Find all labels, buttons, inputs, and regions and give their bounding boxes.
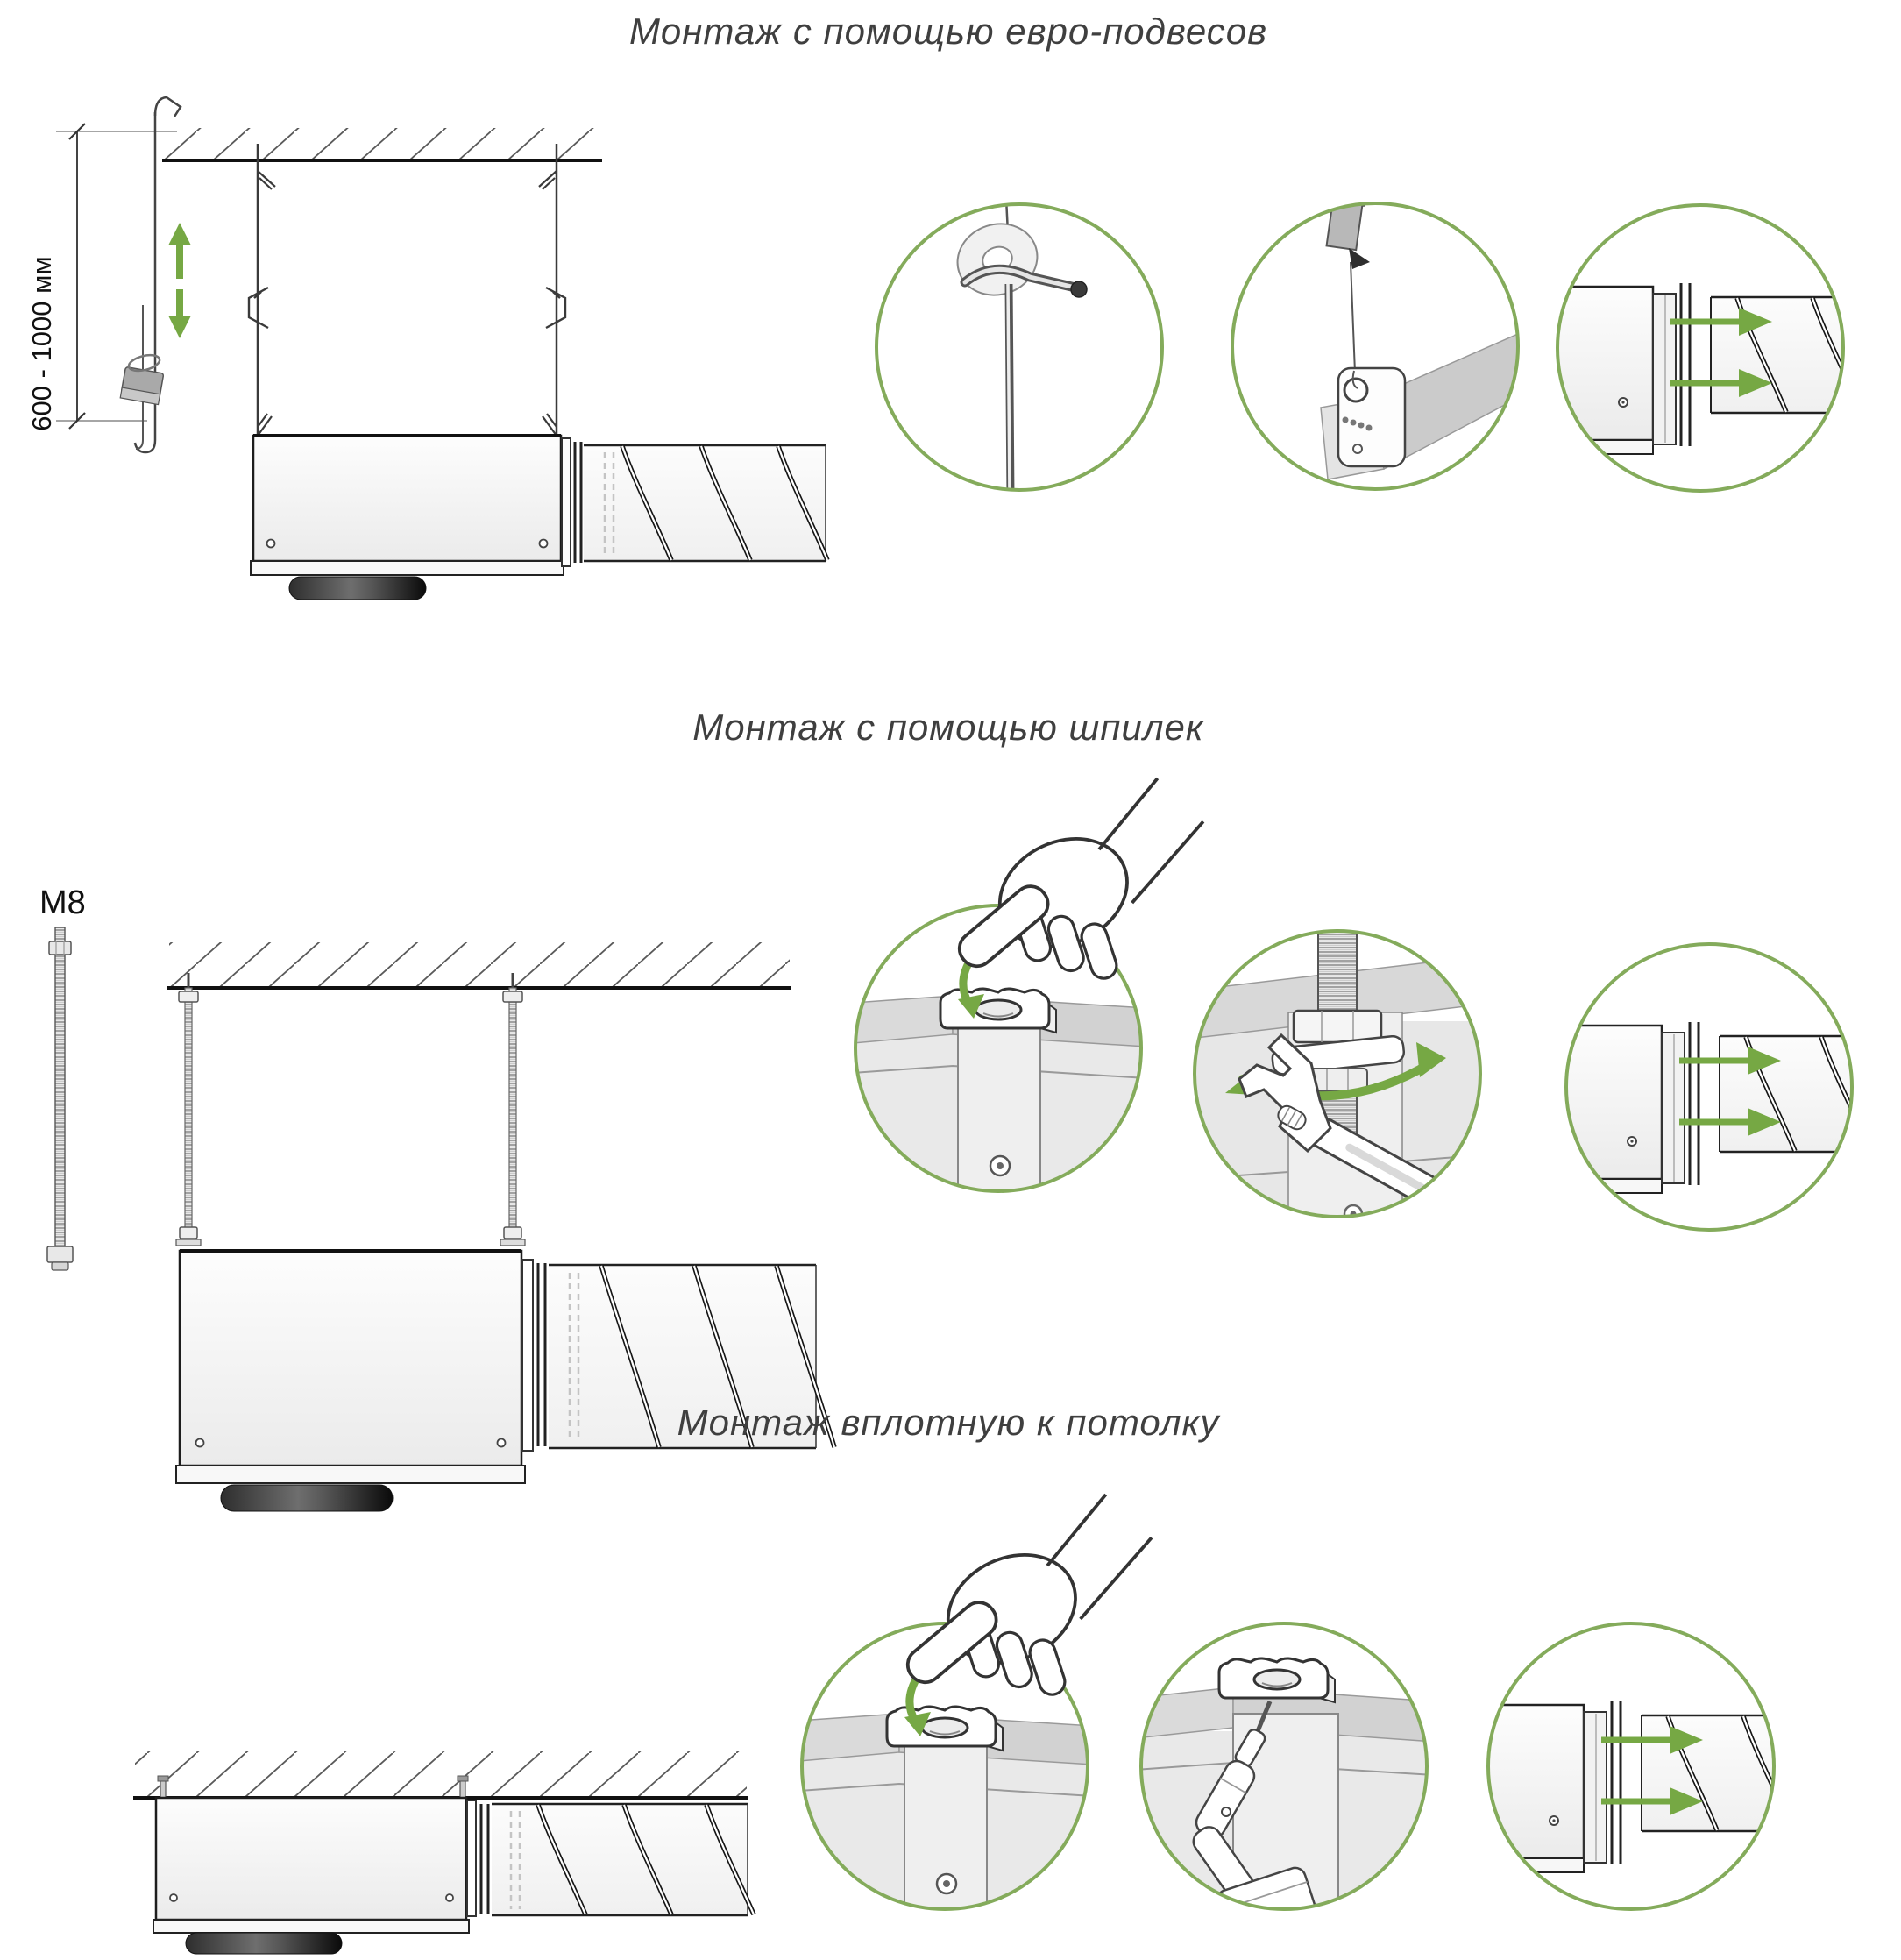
hanger-rods: [249, 144, 565, 436]
detail-circle-duct-connection: [1558, 944, 1870, 1230]
spiral-duct: [492, 1804, 754, 1915]
section-title-euro-hangers: Монтаж с помощью евро-подвесов: [628, 11, 1268, 52]
ceiling-hatch: [164, 128, 600, 160]
detail-circle-wrench-nut: [1188, 927, 1490, 1275]
hanger-bottom-hook: [135, 440, 155, 452]
detail-circle-duct-connection: [1550, 205, 1862, 491]
detail-circle-corner-hanger-bracket: [1232, 195, 1529, 489]
pressing-hand: [901, 1495, 1152, 1698]
flush-installation-drawing: [133, 1751, 754, 1954]
detail-circle-press-bracket: [799, 1495, 1152, 1915]
hanger-top-hook: [155, 97, 181, 117]
duct-connector: [522, 1260, 533, 1451]
threaded-rod: [55, 927, 65, 1269]
spiral-duct: [584, 445, 827, 561]
unit-bottom-flange: [176, 1466, 525, 1483]
ceiling-hatch: [169, 942, 790, 986]
unit-box: [253, 436, 561, 561]
section-title-studs: Монтаж с помощью шпилек: [692, 707, 1204, 748]
unit-box: [156, 1798, 466, 1920]
stud-size-label: M8: [39, 884, 86, 921]
detail-circle-hook-through-eye: [876, 198, 1162, 498]
detail-circle-screwdriver-bracket: [1135, 1623, 1436, 1960]
unit-bottom-flange: [251, 561, 564, 575]
unit-grille-cylinder: [186, 1933, 342, 1954]
stud-rods: [176, 973, 525, 1246]
section-title-flush: Монтаж вплотную к потолку: [677, 1402, 1220, 1443]
unit-grille-cylinder: [221, 1485, 393, 1511]
section-euro-hangers: [26, 11, 1862, 600]
dimension-label: 600 - 1000 мм: [26, 256, 57, 431]
unit-bottom-flange: [153, 1920, 469, 1933]
detail-circle-duct-connection: [1480, 1623, 1792, 1909]
ceiling-hatch: [135, 1751, 747, 1796]
pressing-hand: [953, 778, 1203, 982]
unit-box: [180, 1251, 521, 1466]
hanger-spring-clip: [120, 347, 167, 404]
duct-connector: [562, 438, 571, 566]
section-threaded-studs: [39, 707, 1870, 1511]
unit-grille-cylinder: [289, 577, 426, 600]
euro-hanger-installation-drawing: [162, 128, 827, 600]
detail-circle-press-bracket: [853, 778, 1203, 1197]
duct-connector: [467, 1800, 476, 1916]
height-adjust-arrows: [168, 223, 191, 338]
m8-stud-drawing: [39, 884, 86, 1270]
